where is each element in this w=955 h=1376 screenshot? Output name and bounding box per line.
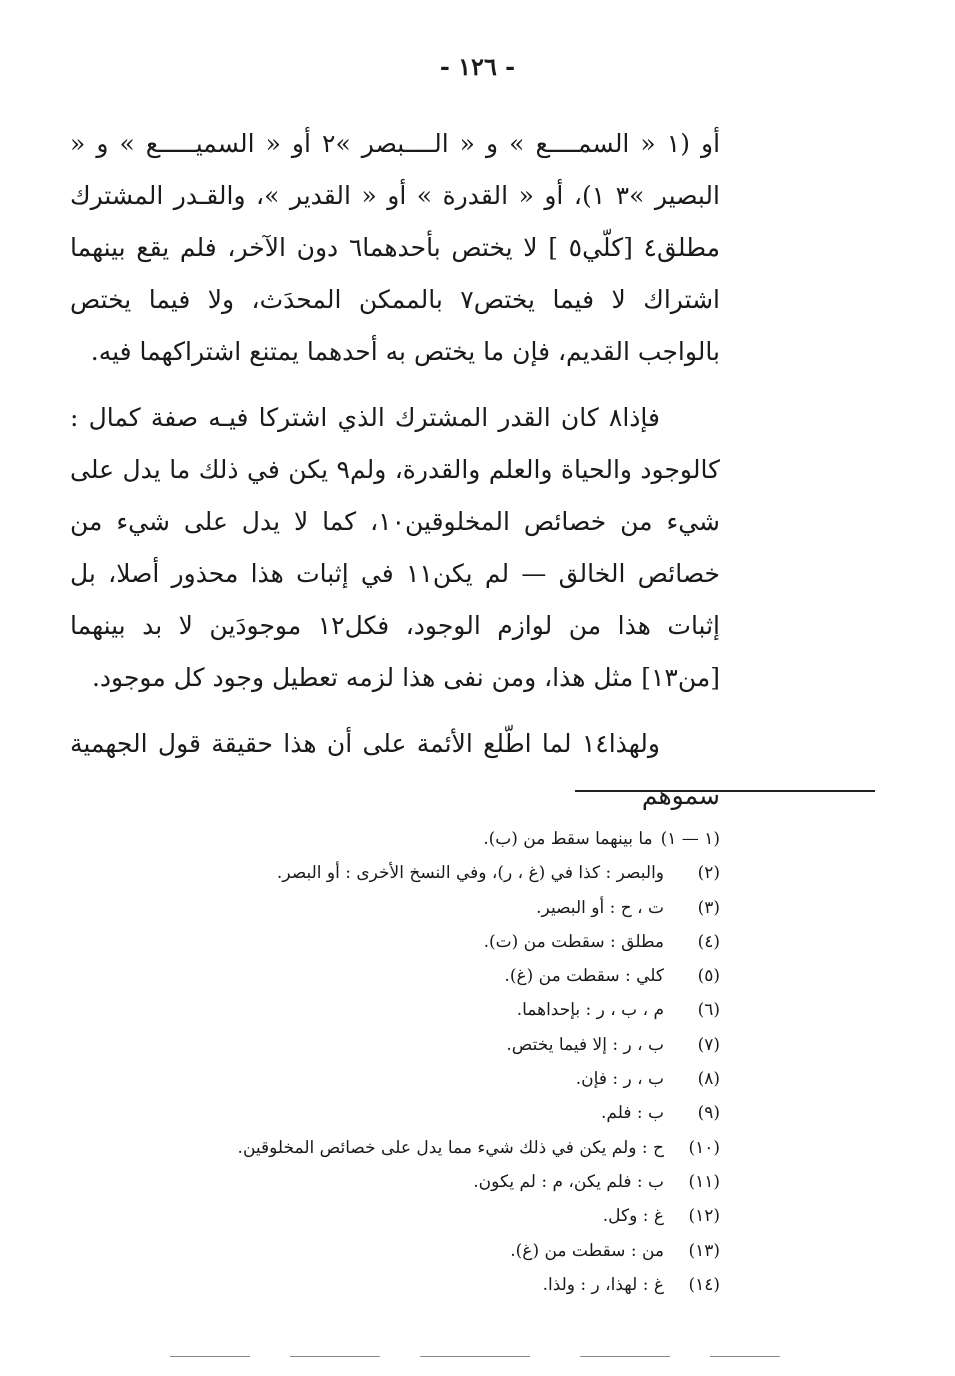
footnote (150, 1131, 720, 1165)
footnotes (150, 822, 720, 1302)
footnote (150, 1096, 720, 1130)
scan-mark (290, 1356, 380, 1357)
footnote-number: (١٣) (688, 1240, 720, 1261)
footnote-number: (٢) (697, 863, 720, 884)
footnote (150, 1028, 720, 1062)
footnote (150, 1165, 720, 1199)
footnote-text: غ : وكل. (602, 1206, 664, 1227)
page-number: - ١٢٦ - (439, 52, 516, 81)
footnote-number: (١٠) (688, 1137, 720, 1158)
footnote (150, 993, 720, 1027)
footnote-text: غ : لهذا، ر : ولذا. (542, 1274, 664, 1295)
footnote-text: ت ، ح : أو البصير. (536, 897, 664, 918)
footnote (150, 856, 720, 890)
footnote-number: (١٢) (688, 1206, 720, 1227)
footnote-number: (٦) (697, 1000, 720, 1021)
footnote-text: كلي : سقطت من (غ). (504, 966, 664, 987)
footnote-text: م ، ب ، ر : بإحداهما. (516, 1000, 664, 1021)
footnote-text: ب ، ر : إلا فيما يختص. (506, 1034, 664, 1055)
footnote-number: (٧) (697, 1034, 720, 1055)
footnote-separator (575, 790, 875, 792)
footnote-text: مطلق : سقطت من (ت). (483, 931, 664, 952)
footnote (150, 959, 720, 993)
scan-mark (580, 1356, 670, 1357)
footnote (150, 1234, 720, 1268)
footnote-text: من : سقطت من (غ). (510, 1240, 664, 1261)
paragraph: فإذا٨ كان القدر المشترك الذي اشتركا فيـه صفة كمال : كالوجود والحياة والعلم والقدرة، ولم٩ يكن في ذلك ما يدل على شيء من خصائص المخلوقين١٠، كما لا يدل على شيء من خصائص الخالق — لم يكن١١ في إثبات هذا محذور أصلا، بل إثبات هذا من لوازم الوجود، فكل١٢ موجودَين لا بد بينهما [من١٣] مثل هذا، ومن نفى هذا لزمه تعطيل وجود كل موجود. (70, 403, 721, 692)
paragraph: ولهذا١٤ لما اطّلع الأئمة على أن هذا حقيقة قول الجهمية سموهم (70, 729, 720, 810)
main-text (70, 118, 720, 836)
footnote (150, 1199, 720, 1233)
footnote (150, 891, 720, 925)
footnote-text: ح : ولم يكن في ذلك شيء مما يدل على خصائص المخلوقين. (237, 1137, 664, 1158)
footnote-number: (٤) (697, 931, 720, 952)
paragraph: أو (١ « السمــــع » و « الــــبصر »٢ أو « السميـــــع » و « البصير »٣ ١)، أو « القدرة » أو « القدير »، والقـدر المشترك مطلق٤ [كلّي٥ ] لا يختص بأحدهما٦ دون الآخر، فلم يقع بينهما اشتراك لا فيما يختص٧ بالممكن المحدَث، ولا فيما يختص بالواجب القديم، فإن ما يختص به أحدهما يمتنع اشتراكهما فيه. (70, 129, 721, 366)
footnote-number: (٣) (697, 897, 720, 918)
footnote-text: ب ، ر : فإن. (575, 1069, 664, 1090)
footnote-number: (٩) (697, 1103, 720, 1124)
footnote-text: والبصر : كذا في (غ ، ر)، وفي النسخ الأخرى : أو البصر. (276, 863, 664, 884)
footnote (150, 925, 720, 959)
scan-edge-marks (170, 1356, 790, 1362)
footnote-number: (٥) (697, 966, 720, 987)
footnote-text: ب : فلم يكن، م : لم يكون. (473, 1171, 664, 1192)
footnote-text: ب : فلم. (600, 1103, 664, 1124)
footnote-number: (١٤) (688, 1274, 720, 1295)
footnote (150, 1268, 720, 1302)
footnote-number: (١١) (688, 1171, 720, 1192)
scan-mark (420, 1356, 530, 1357)
footnote (150, 1062, 720, 1096)
footnote-number: (٨) (697, 1069, 720, 1090)
footnote-number: (١ — ١) (660, 829, 720, 849)
footnote (150, 822, 720, 856)
scan-mark (710, 1356, 780, 1357)
scan-mark (170, 1356, 250, 1357)
footnote-text: ما بينهما سقط من (ب). (483, 829, 653, 849)
